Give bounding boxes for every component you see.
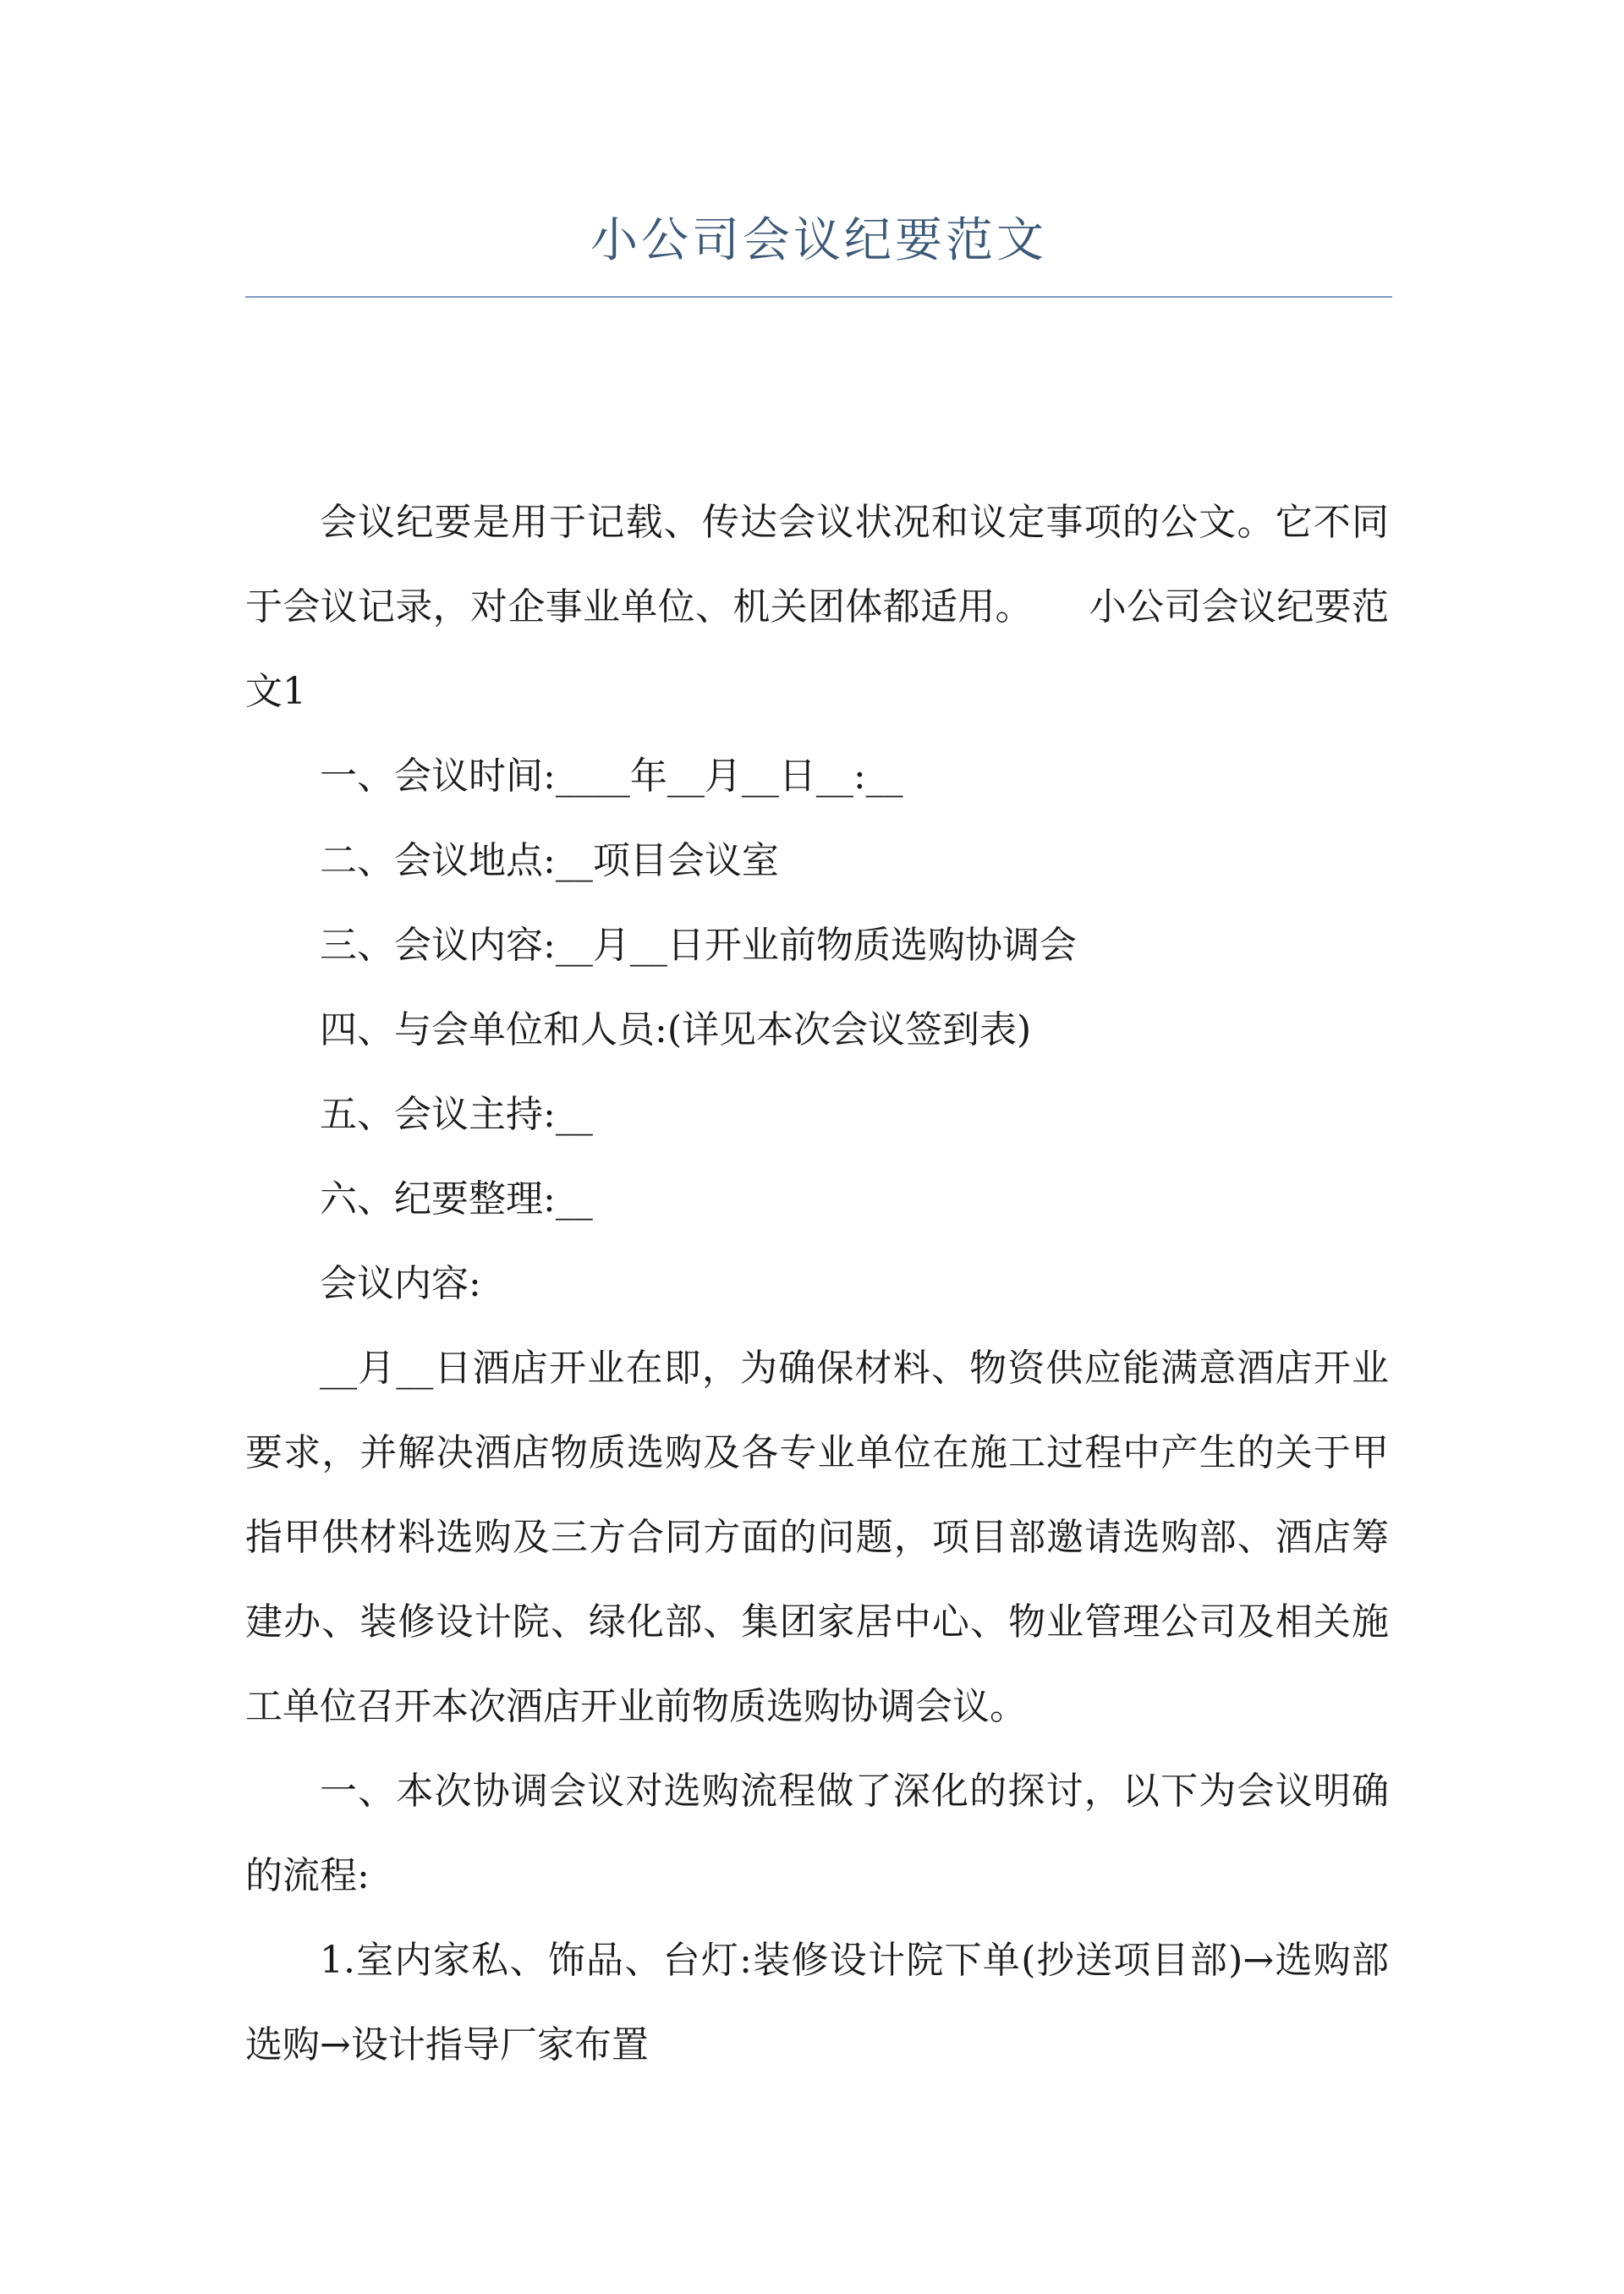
document-title: 小公司会议纪要范文: [590, 213, 1047, 268]
content-heading: 会议内容:: [320, 1262, 481, 1305]
title-divider: [245, 296, 1392, 298]
meeting-time-line: 一、会议时间:____年__月__日__:__: [320, 755, 903, 798]
meeting-content-line: 三、会议内容:__月__日开业前物质选购协调会: [320, 924, 1077, 967]
background-paragraph: __月__日酒店开业在即，为确保材料、物资供应能满意酒店开业要求，并解决酒店物质选购及各专业单位在施工过程中产生的关于甲指甲供材料选购及三方合同方面的问题，项目部邀请选购部、酒店筹建办、装修设计院、绿化部、集团家居中心、物业管理公司及相关施工单位召开本次酒店开业前物质选购协调会议。: [245, 1347, 1389, 1728]
host-line: 五、会议主持:__: [320, 1093, 593, 1136]
process-item-1: 1.室内家私、饰品、台灯:装修设计院下单(抄送项目部)→选购部选购→设计指导厂家布置: [245, 1939, 1389, 2066]
intro-paragraph: 会议纪要是用于记载、传达会议状况和议定事项的公文。它不同于会议记录，对企事业单位、机关团体都适用。 小公司会议纪要范文1: [245, 501, 1389, 713]
document-body: [245, 480, 1389, 2088]
attendees-line: 四、与会单位和人员:(详见本次会议签到表): [320, 1008, 1032, 1051]
process-heading: 一、本次协调会议对选购流程做了深化的探讨，以下为会议明确的流程:: [245, 1770, 1389, 1897]
minutes-taker-line: 六、纪要整理:__: [320, 1177, 593, 1221]
meeting-place-line: 二、会议地点:__项目会议室: [320, 839, 779, 882]
